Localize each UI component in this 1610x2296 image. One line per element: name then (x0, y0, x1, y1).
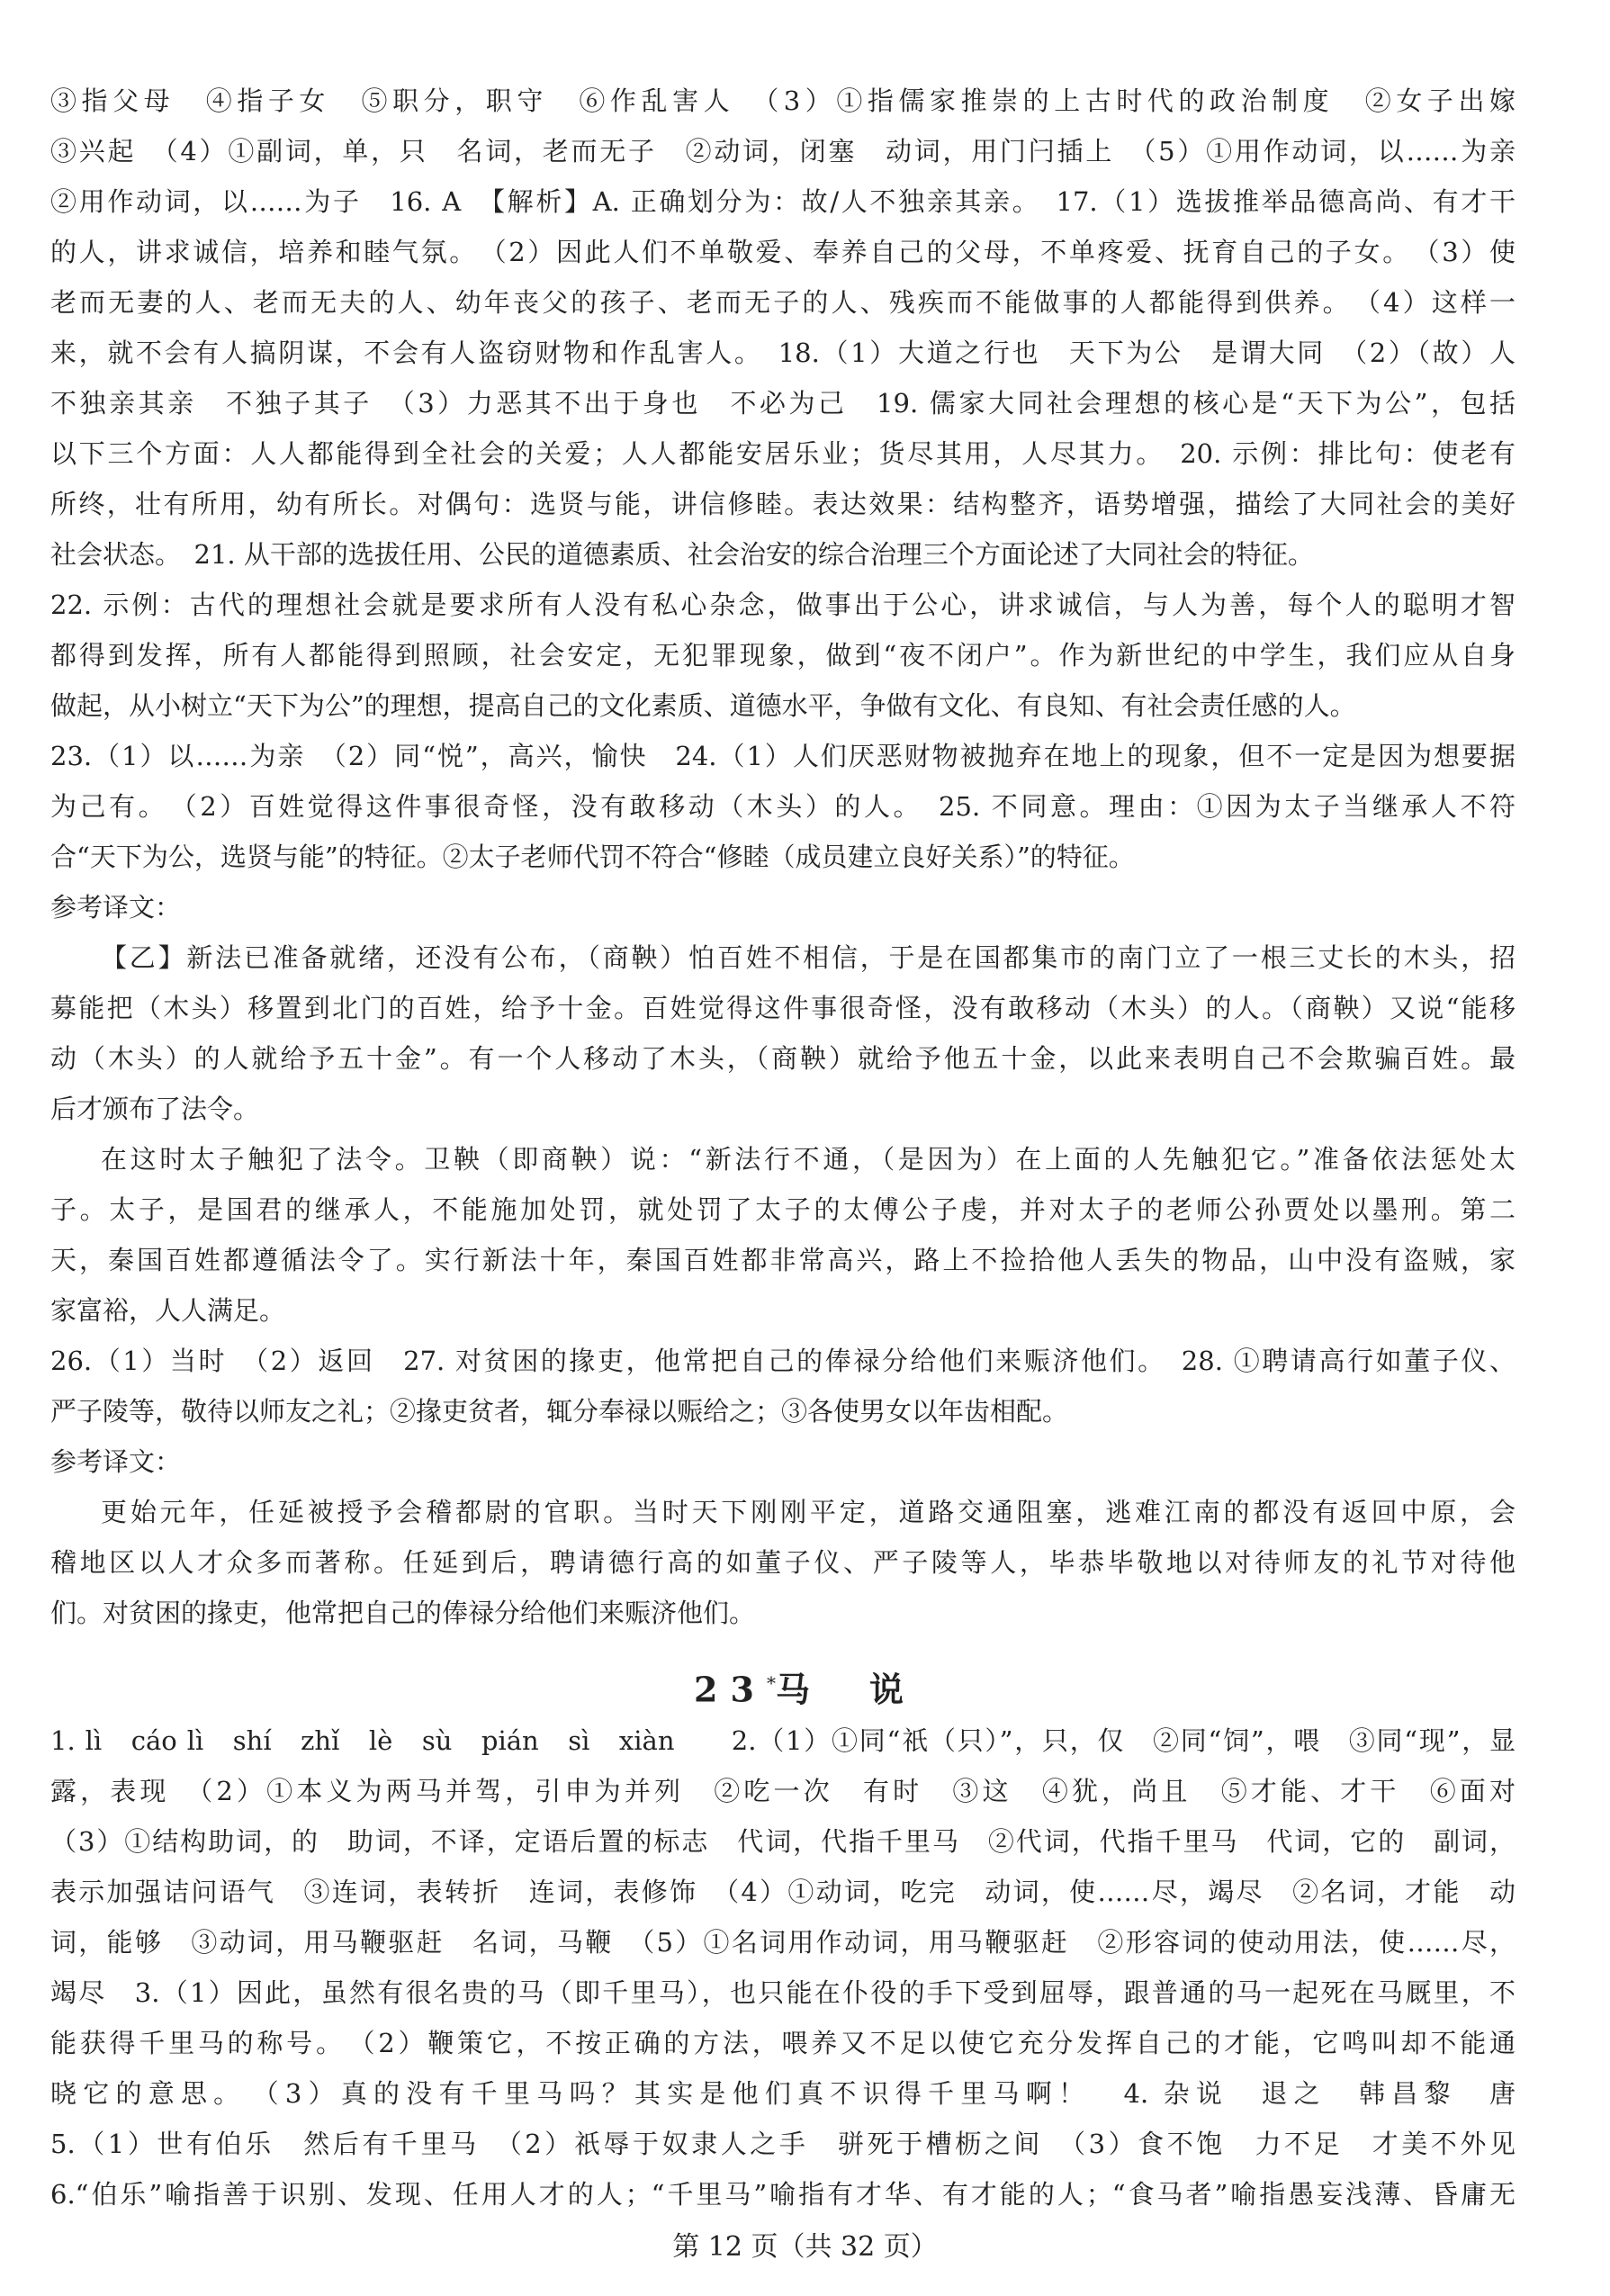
reference-translation-label: 参考译文： (50, 1446, 182, 1477)
text-line: 都得到发挥，所有人都能得到照顾，社会安定，无犯罪现象，做到“夜不闭户”。作为新世纪的中学生，我们应从自身 (50, 640, 1516, 671)
text-line: 更始元年，任延被授予会稽都尉的官职。当时天下刚刚平定，道路交通阻塞，逃难江南的都没有返回中原，会 (101, 1497, 1516, 1527)
text-line: 所终，壮有所用，幼有所长。对偶句：选贤与能，讲信修睦。表达效果：结构整齐，语势增强，描绘了大同社会的美好 (50, 489, 1516, 519)
text-line: 表示加强诘问语气 ③连词，表转折 连词，表修饰 （4）①动词，吃完 动词，使……尽，竭尽 ②名词，才能 动 (50, 1877, 1516, 1907)
text-line: 为己有。 （2）百姓觉得这件事很奇怪，没有敢移动（木头）的人。 25. 不同意。理由：①因为太子当继承人不符 (50, 791, 1516, 822)
text-line: （3）①结构助词，的 助词，不译，定语后置的标志 代词，代指千里马 ②代词，代指千里马 代词，它的 副词， (50, 1826, 1516, 1857)
text-line: 以下三个方面：人人都能得到全社会的关爱；人人都能安居乐业；货尽其用，人尽其力。 20. 示例：排比句：使老有 (50, 438, 1516, 469)
page-footer: 第 12 页（共 32 页） (672, 2231, 938, 2263)
text-line: 22. 示例：古代的理想社会就是要求所有人没有私心杂念，做事出于公心，讲求诚信，与人为善，每个人的聪明才智 (50, 590, 1516, 620)
text-line: 们。对贫困的掾吏，他常把自己的俸禄分给他们来赈济他们。 (50, 1598, 756, 1628)
section-name: 马 说 (775, 1669, 916, 1710)
text-line: 做起，从小树立“天下为公”的理想，提高自己的文化素质、道德水平，争做有文化、有良知、有社会责任感的人。 (50, 690, 1356, 721)
text-line: 露，表现 （2）①本义为两马并驾，引申为并列 ②吃一次 有时 ③这 ④犹，尚且 ⑤才能、才干 ⑥面对 (50, 1776, 1516, 1806)
text-line: 稽地区以人才众多而著称。任延到后，聘请德行高的如董子仪、严子陵等人，毕恭毕敬地以对待师友的礼节对待他 (50, 1547, 1516, 1578)
text-line: 动（木头）的人就给予五十金”。有一个人移动了木头，（商鞅）就给予他五十金，以此来表明自己不会欺骗百姓。最 (50, 1043, 1516, 1074)
text-line: 1. lì cáo lì shí zhǐ lè sù pián sì xiàn 2.（1）①同“祇（只）”，只，仅 ②同“饲”，喂 ③同“现”，显 (50, 1725, 1516, 1756)
text-line: 老而无妻的人、老而无夫的人、幼年丧父的孩子、老而无子的人、残疾而不能做事的人都能得到供养。 （4）这样一 (50, 287, 1516, 318)
text-line: 晓它的意思。 （3）真的没有千里马吗？其实是他们真不识得千里马啊！ 4. 杂说 退之 韩昌黎 唐 (50, 2078, 1516, 2109)
text-line: 能获得千里马的称号。 （2）鞭策它，不按正确的方法，喂养又不足以使它充分发挥自己的才能，它鸣叫却不能通 (50, 2028, 1516, 2058)
section-number: 23 (694, 1669, 767, 1710)
section-title (0, 1654, 1610, 1712)
text-line: 后才颁布了法令。 (50, 1094, 260, 1124)
text-line: 竭尽 3.（1）因此，虽然有很名贵的马（即千里马），也只能在仆役的手下受到屈辱，跟普通的马一起死在马厩里，不 (50, 1977, 1516, 2008)
text-line: 23.（1）以……为亲 （2）同“悦”，高兴，愉快 24.（1）人们厌恶财物被抛弃在地上的现象，但不一定是因为想要据 (50, 741, 1516, 771)
text-line: ③兴起 （4）①副词，单，只 名词，老而无子 ②动词，闭塞 动词，用门闩插上 （5）①用作动词，以……为亲 (50, 136, 1516, 167)
text-line: 家富裕，人人满足。 (50, 1295, 286, 1326)
section-mark: * (766, 1672, 776, 1694)
text-line: 不独亲其亲 不独子其子 （3）力恶其不出于身也 不必为己 19. 儒家大同社会理想的核心是“天下为公”，包括 (50, 388, 1516, 419)
text-line: 词，能够 ③动词，用马鞭驱赶 名词，马鞭 （5）①名词用作动词，用马鞭驱赶 ②形容词的使动用法，使……尽， (50, 1927, 1516, 1958)
text-line: 募能把（木头）移置到北门的百姓，给予十金。百姓觉得这件事很奇怪，没有敢移动（木头）的人。（商鞅）又说“能移 (50, 993, 1516, 1023)
text-line: 合“天下为公，选贤与能”的特征。②太子老师代罚不符合“修睦（成员建立良好关系）”的特征。 (50, 842, 1135, 872)
text-line: 在这时太子触犯了法令。卫鞅（即商鞅）说：“新法行不通，（是因为）在上面的人先触犯它。”准备依法惩处太 (101, 1144, 1516, 1175)
reference-translation-label: 参考译文： (50, 892, 182, 923)
text-line: 天，秦国百姓都遵循法令了。实行新法十年，秦国百姓都非常高兴，路上不捡拾他人丢失的物品，山中没有盗贼，家 (50, 1245, 1516, 1275)
text-line: 的人，讲求诚信，培养和睦气氛。 （2）因此人们不单敬爱、奉养自己的父母，不单疼爱、抚育自己的子女。 （3）使 (50, 237, 1516, 267)
text-line: 6.“伯乐”喻指善于识别、发现、任用人才的人；“千里马”喻指有才华、有才能的人；“食马者”喻指愚妄浅薄、昏庸无 (50, 2179, 1516, 2210)
text-line: 社会状态。 21. 从干部的选拔任用、公民的道德素质、社会治安的综合治理三个方面论述了大同社会的特征。 (50, 539, 1314, 570)
text-line: ③指父母 ④指子女 ⑤职分，职守 ⑥作乱害人 （3）①指儒家推崇的上古时代的政治制度 ②女子出嫁 (50, 86, 1516, 116)
text-line: 子。太子，是国君的继承人，不能施加处罚，就处罚了太子的太傅公子虔，并对太子的老师公孙贾处以墨刑。第二 (50, 1194, 1516, 1225)
text-line: 5.（1）世有伯乐 然后有千里马 （2）祇辱于奴隶人之手 骈死于槽枥之间 （3）食不饱 力不足 才美不外见 (50, 2129, 1516, 2159)
text-line: 【乙】新法已准备就绪，还没有公布，（商鞅）怕百姓不相信，于是在国都集市的南门立了一根三丈长的木头，招 (101, 942, 1516, 973)
text-line: 26.（1）当时 （2）返回 27. 对贫困的掾吏，他常把自己的俸禄分给他们来赈济他们。 28. ①聘请高行如董子仪、 (50, 1346, 1516, 1376)
text-line: 严子陵等，敬待以师友之礼；②掾吏贫者，辄分奉禄以赈给之；③各使男女以年齿相配。 (50, 1396, 1069, 1427)
text-line: ②用作动词，以……为子 16. A 【解析】A. 正确划分为：故/人不独亲其亲。 17.（1）选拔推举品德高尚、有才干 (50, 186, 1516, 217)
text-line: 来，就不会有人搞阴谋，不会有人盗窃财物和作乱害人。 18.（1）大道之行也 天下为公 是谓大同 （2）（故）人 (50, 338, 1516, 368)
